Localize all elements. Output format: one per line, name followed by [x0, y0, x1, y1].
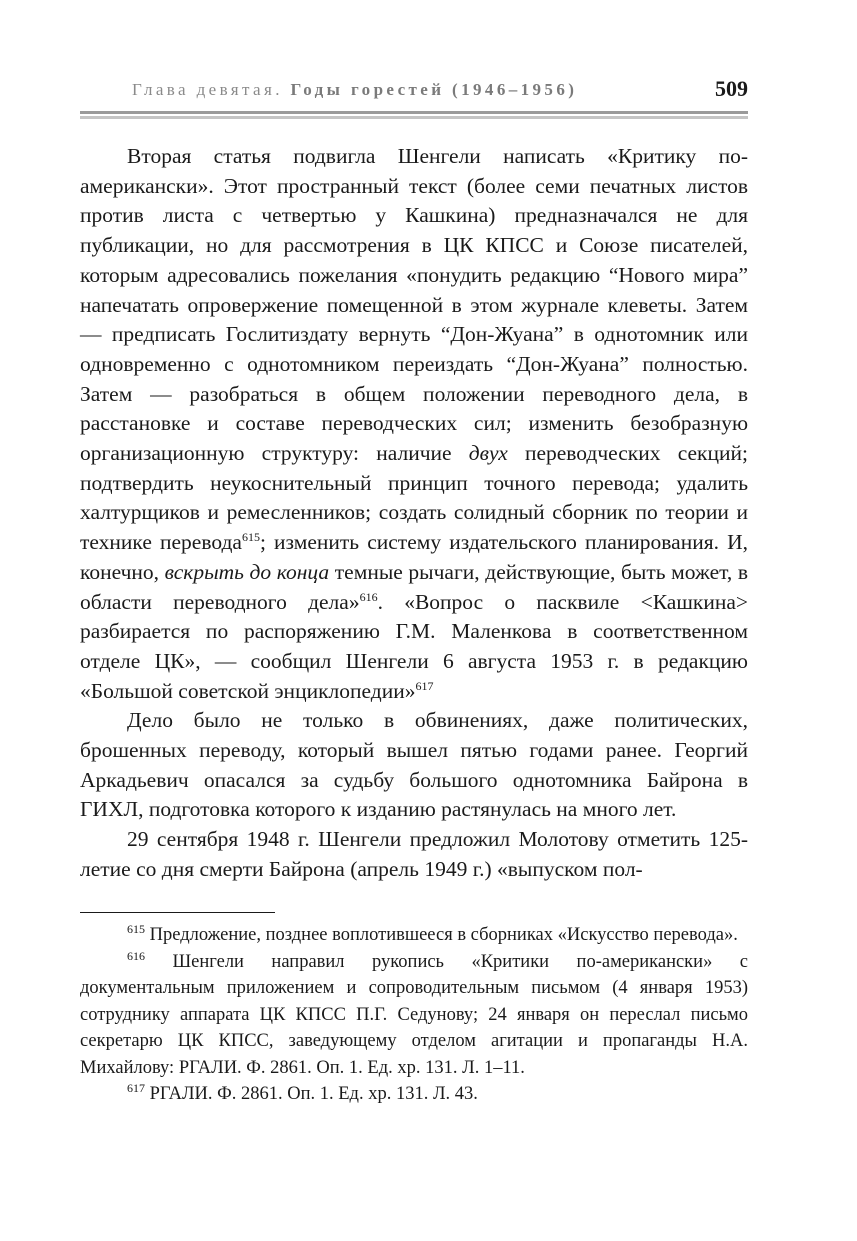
footnote	[80, 949, 748, 1082]
text-run: Дело было не только в обвинениях, даже политических, брошенных переводу, который вышел пятью годами ранее. Георгий Аркадьевич опасался за судьбу большого однотомника Байрона в ГИХЛ, подготовка которого к изданию растянулась на много лет.	[80, 708, 748, 822]
paragraph	[80, 706, 748, 825]
main-text	[80, 142, 748, 885]
footnote	[80, 922, 748, 949]
footnote-ref[interactable]: 616	[359, 589, 378, 604]
paragraph	[80, 142, 748, 706]
footnote	[80, 1081, 748, 1108]
emphasis-text: вскрыть до конца	[164, 559, 330, 584]
text-run: переводческих секций; подтвердить неукоснительный принцип точного перевода; удалить халтурщиков и ремесленников; создать солидный сборник по теории и технике перевода	[80, 441, 748, 555]
running-header	[80, 72, 748, 108]
text-run: ; изменить систему издательского планирования. И, конечно,	[80, 530, 749, 584]
footnote-text: Предложение, позднее воплотившееся в сборниках «Искусство перевода».	[149, 925, 738, 945]
footnote-number: 616	[127, 948, 145, 963]
footnote-text: РГАЛИ. Ф. 2861. Оп. 1. Ед. хр. 131. Л. 43.	[149, 1084, 478, 1104]
footnotes	[80, 922, 748, 1108]
text-run: 29 сентября 1948 г. Шенгели предложил Молотову отметить 125-летие со дня смерти Байрона (апрель 1949 г.) «выпуском пол-	[80, 827, 748, 881]
footnote-number: 617	[127, 1080, 145, 1095]
footnote-separator	[80, 912, 275, 913]
footnote-ref[interactable]: 615	[241, 529, 260, 544]
footnote-number: 615	[127, 921, 145, 936]
chapter-label: Глава девятая.	[132, 80, 283, 99]
chapter-title: Годы горестей (1946–1956)	[290, 80, 578, 99]
emphasis-text: двух	[468, 441, 508, 466]
text-run: Вторая статья подвигла Шенгели написать «Критику по-американски». Этот пространный текст (более семи печатных листов против листа с четвертью у Кашкина) предназначался не для публикации, но для рассмотрения в ЦК КПСС и Союзе писателей, которым адресовались пожелания «понудить редакцию “Нового мира” напечатать опровержение помещенной в этом журнале клеветы. Затем — предписать Гослитиздату вернуть “Дон-Жуана” в однотомник или одновременно с однотомником переиздать “Дон-Жуана” полностью. Затем — разобраться в общем положении переводного дела, в расстановке и составе переводческих сил; изменить безобразную организационную структуру: наличие	[80, 144, 748, 466]
text-run: . «Вопрос о пасквиле <Кашкина> разбирается по распоряжению Г.М. Маленкова в соответственном отделе ЦК», — сообщил Шенгели 6 августа 1953 г. в редакцию «Большой советской энциклопедии»	[80, 589, 748, 703]
running-title	[132, 80, 577, 100]
header-rule-secondary	[80, 116, 748, 119]
footnote-text: Шенгели направил рукопись «Критики по-американски» с документальным приложением и сопроводительным письмом (4 января 1953) сотруднику аппарата ЦК КПСС П.Г. Седунову; 24 января он переслал письмо секретарю ЦК КПСС, заведующему отделом агитации и пропаганды Н.А. Михайлову: РГАЛИ. Ф. 2861. Оп. 1. Ед. хр. 131. Л. 1–11.	[80, 951, 749, 1078]
footnote-ref[interactable]: 617	[415, 678, 434, 693]
text-run: темные рычаги, действующие, быть может, в области переводного дела»	[80, 559, 749, 614]
paragraph	[80, 825, 748, 884]
header-rule	[80, 111, 748, 114]
page-number: 509	[715, 76, 748, 101]
